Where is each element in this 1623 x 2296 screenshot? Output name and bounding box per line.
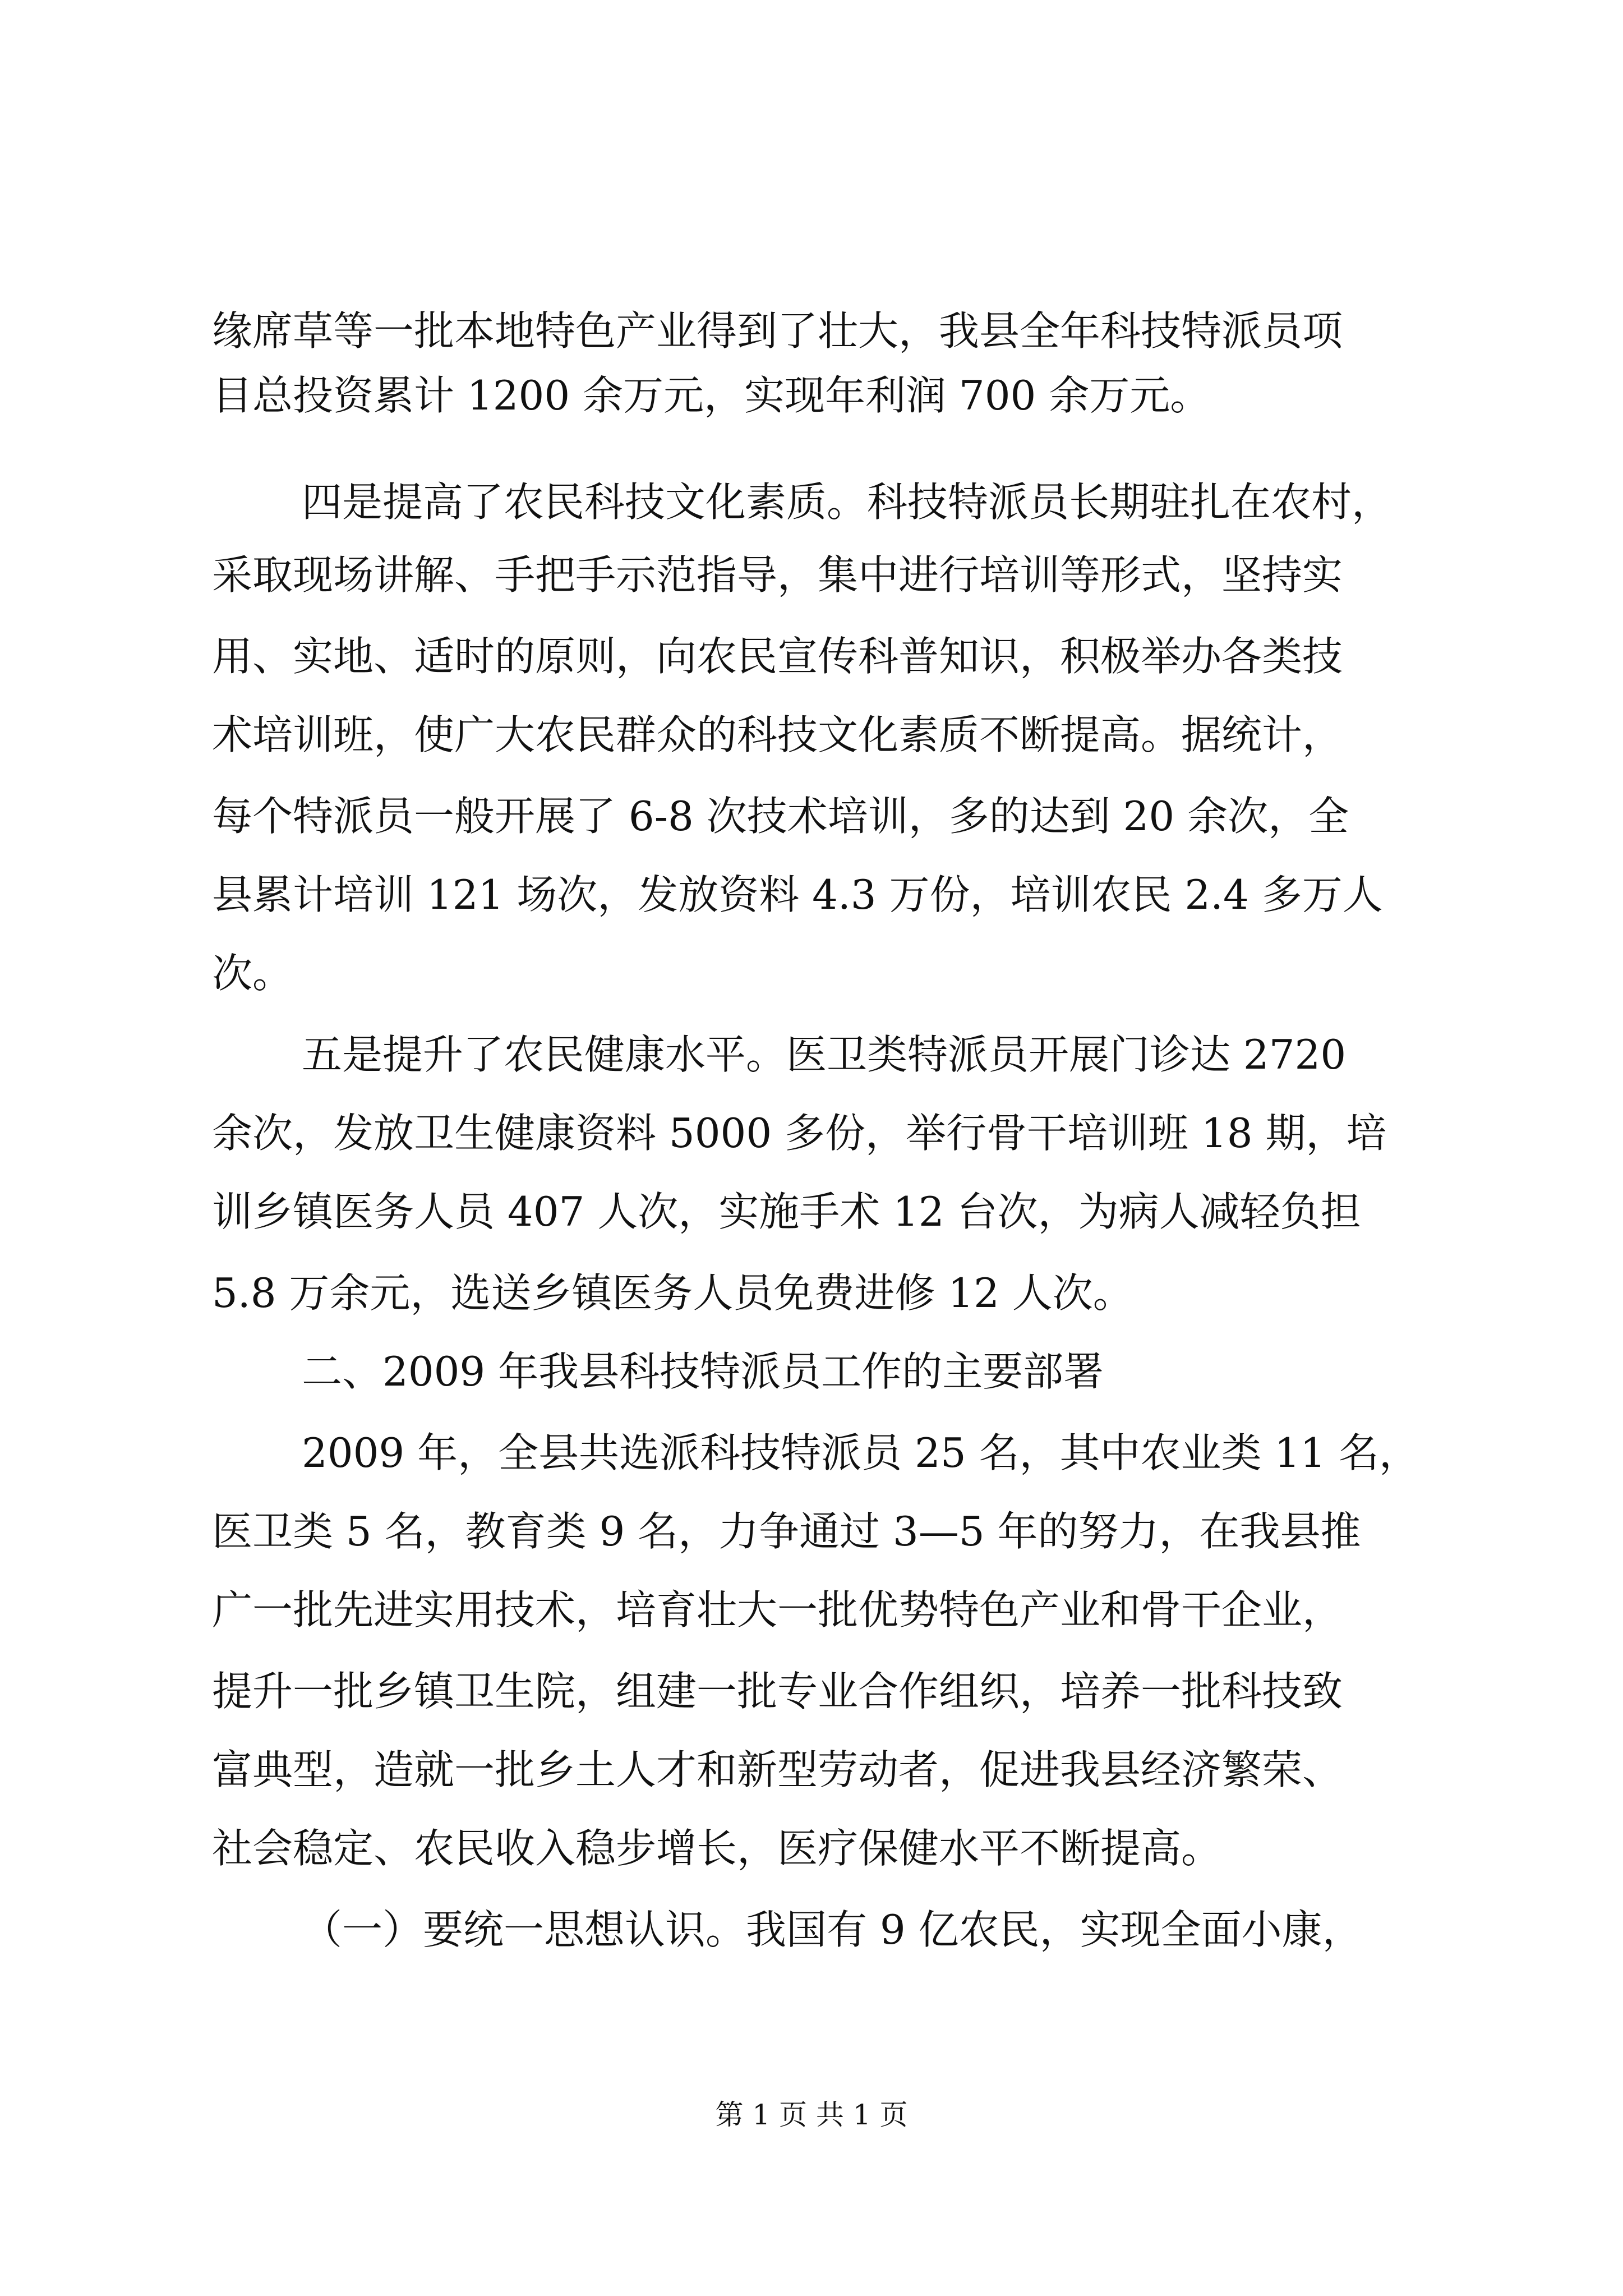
text-line: 次。 bbox=[212, 950, 293, 997]
page-footer: 第 1 页 共 1 页 bbox=[715, 2099, 908, 2131]
text-line: 术培训班，使广大农民群众的科技文化素质不断提高。据统计， bbox=[212, 711, 1343, 758]
text-line: 富典型，造就一批乡土人才和新型劳动者，促进我县经济繁荣、 bbox=[212, 1746, 1343, 1793]
text-line: 用、实地、适时的原则，向农民宣传科普知识，积极举办各类技 bbox=[212, 633, 1343, 680]
text-line: 缘席草等一批本地特色产业得到了壮大，我县全年科技特派员项 bbox=[212, 307, 1343, 355]
text-line: 每个特派员一般开展了 6-8 次技术培训，多的达到 20 余次，全 bbox=[212, 793, 1349, 840]
section-heading: 二、2009 年我县科技特派员工作的主要部署 bbox=[302, 1348, 1104, 1395]
text-line: 训乡镇医务人员 407 人次，实施手术 12 台次，为病人减轻负担 bbox=[212, 1188, 1361, 1235]
text-line: 五是提升了农民健康水平。医卫类特派员开展门诊达 2720 bbox=[302, 1031, 1347, 1078]
text-line: 四是提高了农民科技文化素质。科技特派员长期驻扎在农村， bbox=[302, 478, 1393, 526]
text-line: 医卫类 5 名，教育类 9 名，力争通过 3—5 年的努力，在我县推 bbox=[212, 1508, 1361, 1555]
text-line: 提升一批乡镇卫生院，组建一批专业合作组织，培养一批科技致 bbox=[212, 1668, 1343, 1715]
text-line: （一）要统一思想认识。我国有 9 亿农民，实现全面小康， bbox=[302, 1906, 1363, 1953]
text-line: 广一批先进实用技术，培育壮大一批优势特色产业和骨干企业， bbox=[212, 1586, 1343, 1634]
text-line: 2009 年，全县共选派科技特派员 25 名，其中农业类 11 名， bbox=[302, 1429, 1419, 1476]
text-line: 县累计培训 121 场次，发放资料 4.3 万份，培训农民 2.4 多万人 bbox=[212, 871, 1383, 918]
text-line: 目总投资累计 1200 余万元，实现年利润 700 余万元。 bbox=[212, 372, 1211, 419]
text-line: 余次，发放卫生健康资料 5000 多份，举行骨干培训班 18 期，培 bbox=[212, 1110, 1387, 1157]
text-line: 采取现场讲解、手把手示范指导，集中进行培训等形式，坚持实 bbox=[212, 551, 1343, 599]
text-line: 5.8 万余元，选送乡镇医务人员免费进修 12 人次。 bbox=[212, 1269, 1133, 1317]
text-line: 社会稳定、农民收入稳步增长，医疗保健水平不断提高。 bbox=[212, 1825, 1222, 1872]
